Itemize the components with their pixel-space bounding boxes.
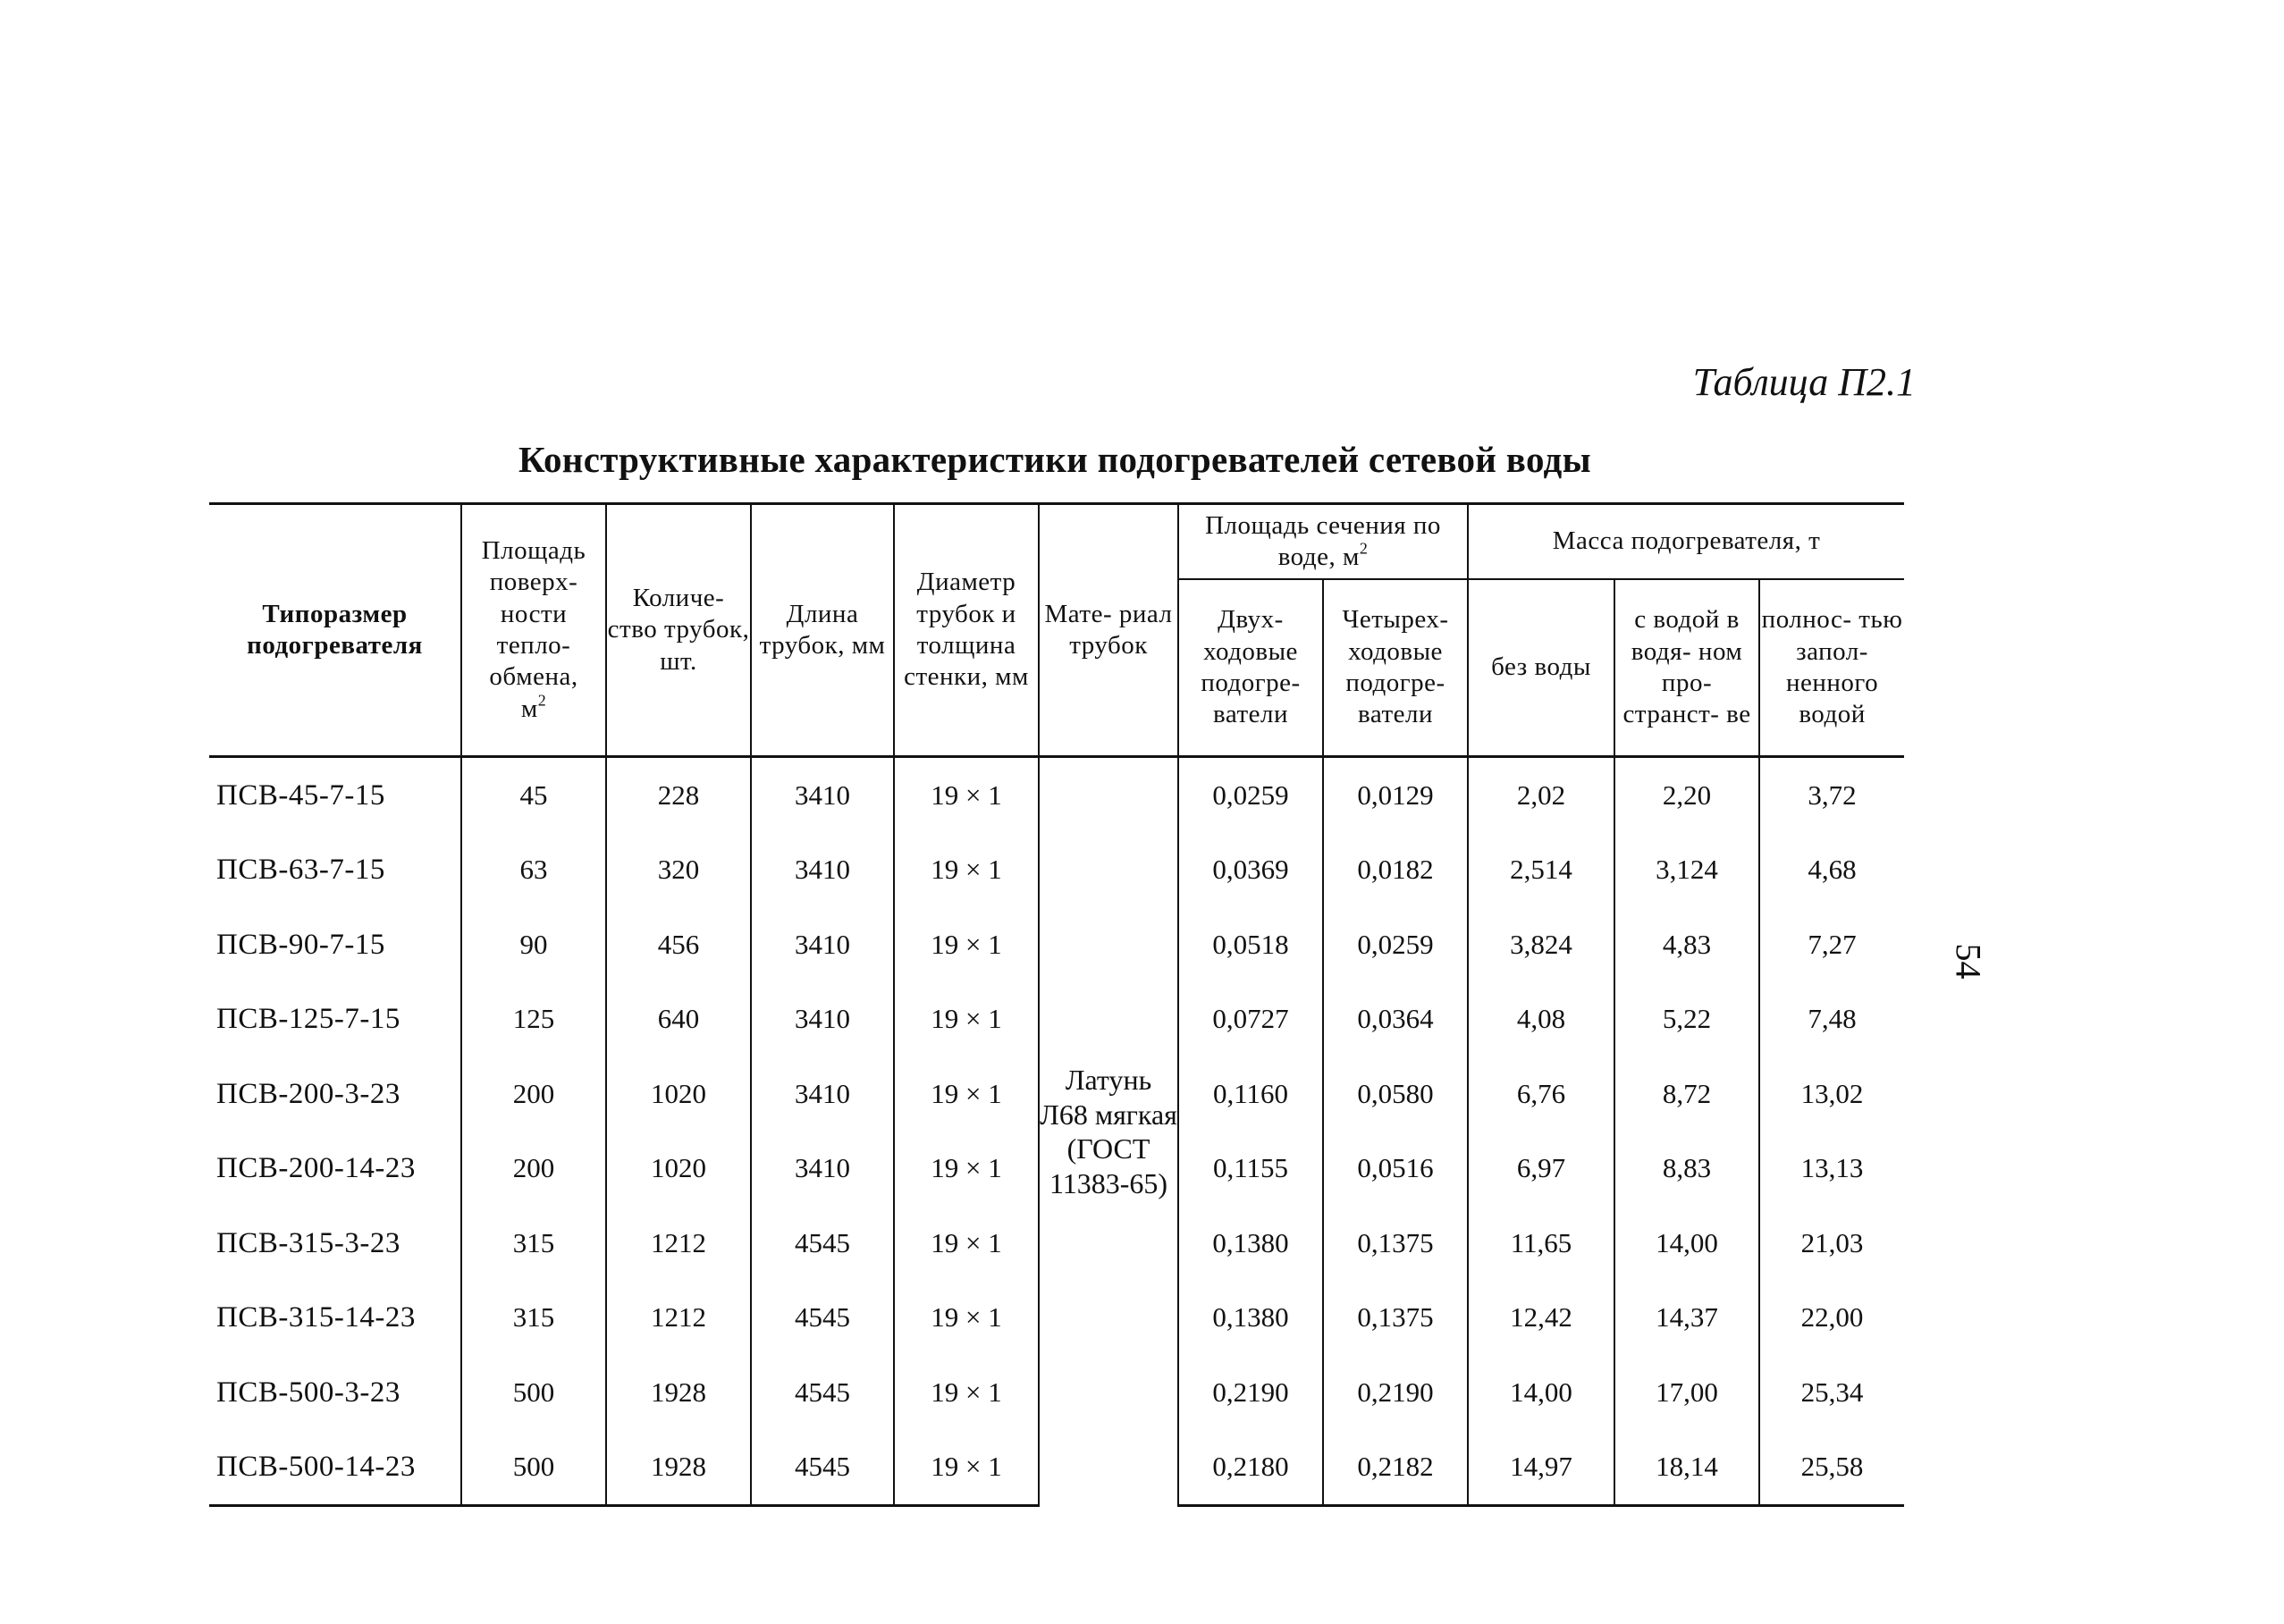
column-header-length: Длина трубок, мм [751, 504, 894, 757]
column-header-area-unit: м [520, 694, 538, 723]
cell-diameter: 19 × 1 [894, 1355, 1039, 1430]
cell-mass-water-space: 5,22 [1614, 982, 1759, 1057]
cell-section-four: 0,0516 [1323, 1132, 1468, 1207]
page-number: 54 [1948, 943, 1989, 980]
cell-mass-water-space: 14,37 [1614, 1281, 1759, 1356]
cell-diameter: 19 × 1 [894, 833, 1039, 908]
cell-area: 500 [461, 1430, 606, 1506]
cell-mass-full: 7,48 [1759, 982, 1904, 1057]
cell-length: 3410 [751, 1132, 894, 1207]
cell-type: ПСВ-45-7-15 [216, 778, 385, 812]
cell-length: 4545 [751, 1206, 894, 1281]
column-header-mass-full: полнос- тью запол- ненного водой [1759, 579, 1904, 757]
cell-mass-dry: 11,65 [1468, 1206, 1614, 1281]
cell-section-four: 0,1375 [1323, 1281, 1468, 1356]
cell-section-four: 0,1375 [1323, 1206, 1468, 1281]
cell-type: ПСВ-200-3-23 [216, 1077, 400, 1110]
column-header-type: Типоразмер подогревателя [209, 504, 461, 757]
cell-section-two: 0,0369 [1178, 833, 1323, 908]
cell-mass-water-space: 2,20 [1614, 757, 1759, 833]
cell-area: 315 [461, 1281, 606, 1356]
cell-section-two: 0,2180 [1178, 1430, 1323, 1506]
cell-mass-full: 13,13 [1759, 1132, 1904, 1207]
cell-type: ПСВ-315-14-23 [216, 1301, 416, 1334]
cell-mass-full: 21,03 [1759, 1206, 1904, 1281]
cell-mass-full: 25,34 [1759, 1355, 1904, 1430]
cell-area: 200 [461, 1056, 606, 1132]
cell-diameter: 19 × 1 [894, 1206, 1039, 1281]
cell-type: ПСВ-500-3-23 [216, 1376, 400, 1409]
cell-section-four: 0,2190 [1323, 1355, 1468, 1430]
column-header-count: Количе- ство трубок, шт. [606, 504, 751, 757]
cell-diameter: 19 × 1 [894, 1430, 1039, 1506]
cell-count: 640 [606, 982, 751, 1057]
cell-mass-dry: 12,42 [1468, 1281, 1614, 1356]
column-header-material: Мате- риал трубок [1039, 504, 1178, 757]
cell-mass-water-space: 18,14 [1614, 1430, 1759, 1506]
cell-diameter: 19 × 1 [894, 1132, 1039, 1207]
cell-area: 125 [461, 982, 606, 1057]
cell-diameter: 19 × 1 [894, 757, 1039, 833]
column-header-area-label: Площадь поверх- ности тепло- обмена, [481, 535, 586, 692]
column-header-section-two: Двух- ходовые подогре- ватели [1178, 579, 1323, 757]
table-title: Конструктивные характеристики подогревателей сетевой воды [518, 439, 1591, 480]
cell-section-four: 0,0580 [1323, 1056, 1468, 1132]
cell-section-four: 0,2182 [1323, 1430, 1468, 1506]
table-row [209, 757, 1904, 833]
cell-section-four: 0,0259 [1323, 907, 1468, 982]
cell-mass-full: 7,27 [1759, 907, 1904, 982]
cell-count: 456 [606, 907, 751, 982]
cell-diameter: 19 × 1 [894, 1281, 1039, 1356]
cell-section-two: 0,1160 [1178, 1056, 1323, 1132]
cell-area: 500 [461, 1355, 606, 1430]
cell-count: 1020 [606, 1132, 751, 1207]
column-group-mass: Масса подогревателя, т [1468, 504, 1904, 580]
cell-mass-dry: 3,824 [1468, 907, 1614, 982]
cell-length: 4545 [751, 1281, 894, 1356]
cell-type: ПСВ-125-7-15 [216, 1003, 400, 1036]
cell-type: ПСВ-63-7-15 [216, 854, 385, 887]
table-body [209, 757, 1904, 1506]
cell-mass-dry: 4,08 [1468, 982, 1614, 1057]
cell-mass-dry: 14,00 [1468, 1355, 1614, 1430]
cell-diameter: 19 × 1 [894, 907, 1039, 982]
cell-section-two: 0,2190 [1178, 1355, 1323, 1430]
cell-count: 1928 [606, 1430, 751, 1506]
cell-mass-dry: 2,02 [1468, 757, 1614, 833]
cell-mass-dry: 6,97 [1468, 1132, 1614, 1207]
column-group-section [1178, 504, 1468, 580]
cell-mass-full: 4,68 [1759, 833, 1904, 908]
cell-section-two: 0,0518 [1178, 907, 1323, 982]
cell-material: Латунь Л68 мягкая (ГОСТ 11383-65) [1039, 757, 1178, 1506]
cell-mass-dry: 14,97 [1468, 1430, 1614, 1506]
cell-count: 1020 [606, 1056, 751, 1132]
cell-mass-dry: 2,514 [1468, 833, 1614, 908]
cell-section-four: 0,0129 [1323, 757, 1468, 833]
cell-mass-full: 13,02 [1759, 1056, 1904, 1132]
spec-table [209, 502, 1904, 1507]
cell-length: 4545 [751, 1355, 894, 1430]
cell-mass-water-space: 4,83 [1614, 907, 1759, 982]
cell-mass-full: 25,58 [1759, 1430, 1904, 1506]
cell-count: 1212 [606, 1206, 751, 1281]
cell-type: ПСВ-90-7-15 [216, 928, 385, 961]
cell-area: 63 [461, 833, 606, 908]
cell-length: 3410 [751, 982, 894, 1057]
cell-length: 4545 [751, 1430, 894, 1506]
cell-area: 45 [461, 757, 606, 833]
column-header-area-unit-sup: 2 [537, 691, 547, 710]
cell-area: 315 [461, 1206, 606, 1281]
cell-mass-water-space: 17,00 [1614, 1355, 1759, 1430]
cell-section-two: 0,1380 [1178, 1206, 1323, 1281]
cell-type: ПСВ-500-14-23 [209, 1430, 461, 1506]
cell-section-four: 0,0182 [1323, 833, 1468, 908]
cell-length: 3410 [751, 833, 894, 908]
column-header-mass-water-space: с водой в водя- ном про- странст- ве [1614, 579, 1759, 757]
cell-count: 228 [606, 757, 751, 833]
column-header-mass-dry: без воды [1468, 579, 1614, 757]
cell-mass-water-space: 8,72 [1614, 1056, 1759, 1132]
cell-count: 320 [606, 833, 751, 908]
column-header-diameter: Диаметр трубок и толщина стенки, мм [894, 504, 1039, 757]
cell-area: 200 [461, 1132, 606, 1207]
cell-mass-full: 3,72 [1759, 757, 1904, 833]
column-group-section-label: Площадь сечения по воде, м [1205, 510, 1441, 571]
cell-section-four: 0,0364 [1323, 982, 1468, 1057]
cell-count: 1928 [606, 1355, 751, 1430]
cell-mass-water-space: 3,124 [1614, 833, 1759, 908]
cell-length: 3410 [751, 757, 894, 833]
cell-mass-full: 22,00 [1759, 1281, 1904, 1356]
cell-length: 3410 [751, 1056, 894, 1132]
cell-section-two: 0,1155 [1178, 1132, 1323, 1207]
cell-section-two: 0,0259 [1178, 757, 1323, 833]
cell-mass-water-space: 14,00 [1614, 1206, 1759, 1281]
table-label: Таблица П2.1 [1692, 360, 1916, 404]
cell-diameter: 19 × 1 [894, 1056, 1039, 1132]
cell-area: 90 [461, 907, 606, 982]
cell-type: ПСВ-200-14-23 [216, 1152, 416, 1185]
column-header-area [461, 504, 606, 757]
cell-section-two: 0,1380 [1178, 1281, 1323, 1356]
cell-mass-water-space: 8,83 [1614, 1132, 1759, 1207]
column-header-section-four: Четырех- ходовые подогре- ватели [1323, 579, 1468, 757]
cell-length: 3410 [751, 907, 894, 982]
cell-diameter: 19 × 1 [894, 982, 1039, 1057]
cell-section-two: 0,0727 [1178, 982, 1323, 1057]
column-group-section-sup: 2 [1359, 539, 1369, 558]
cell-mass-dry: 6,76 [1468, 1056, 1614, 1132]
cell-type: ПСВ-315-3-23 [216, 1226, 400, 1259]
cell-count: 1212 [606, 1281, 751, 1356]
